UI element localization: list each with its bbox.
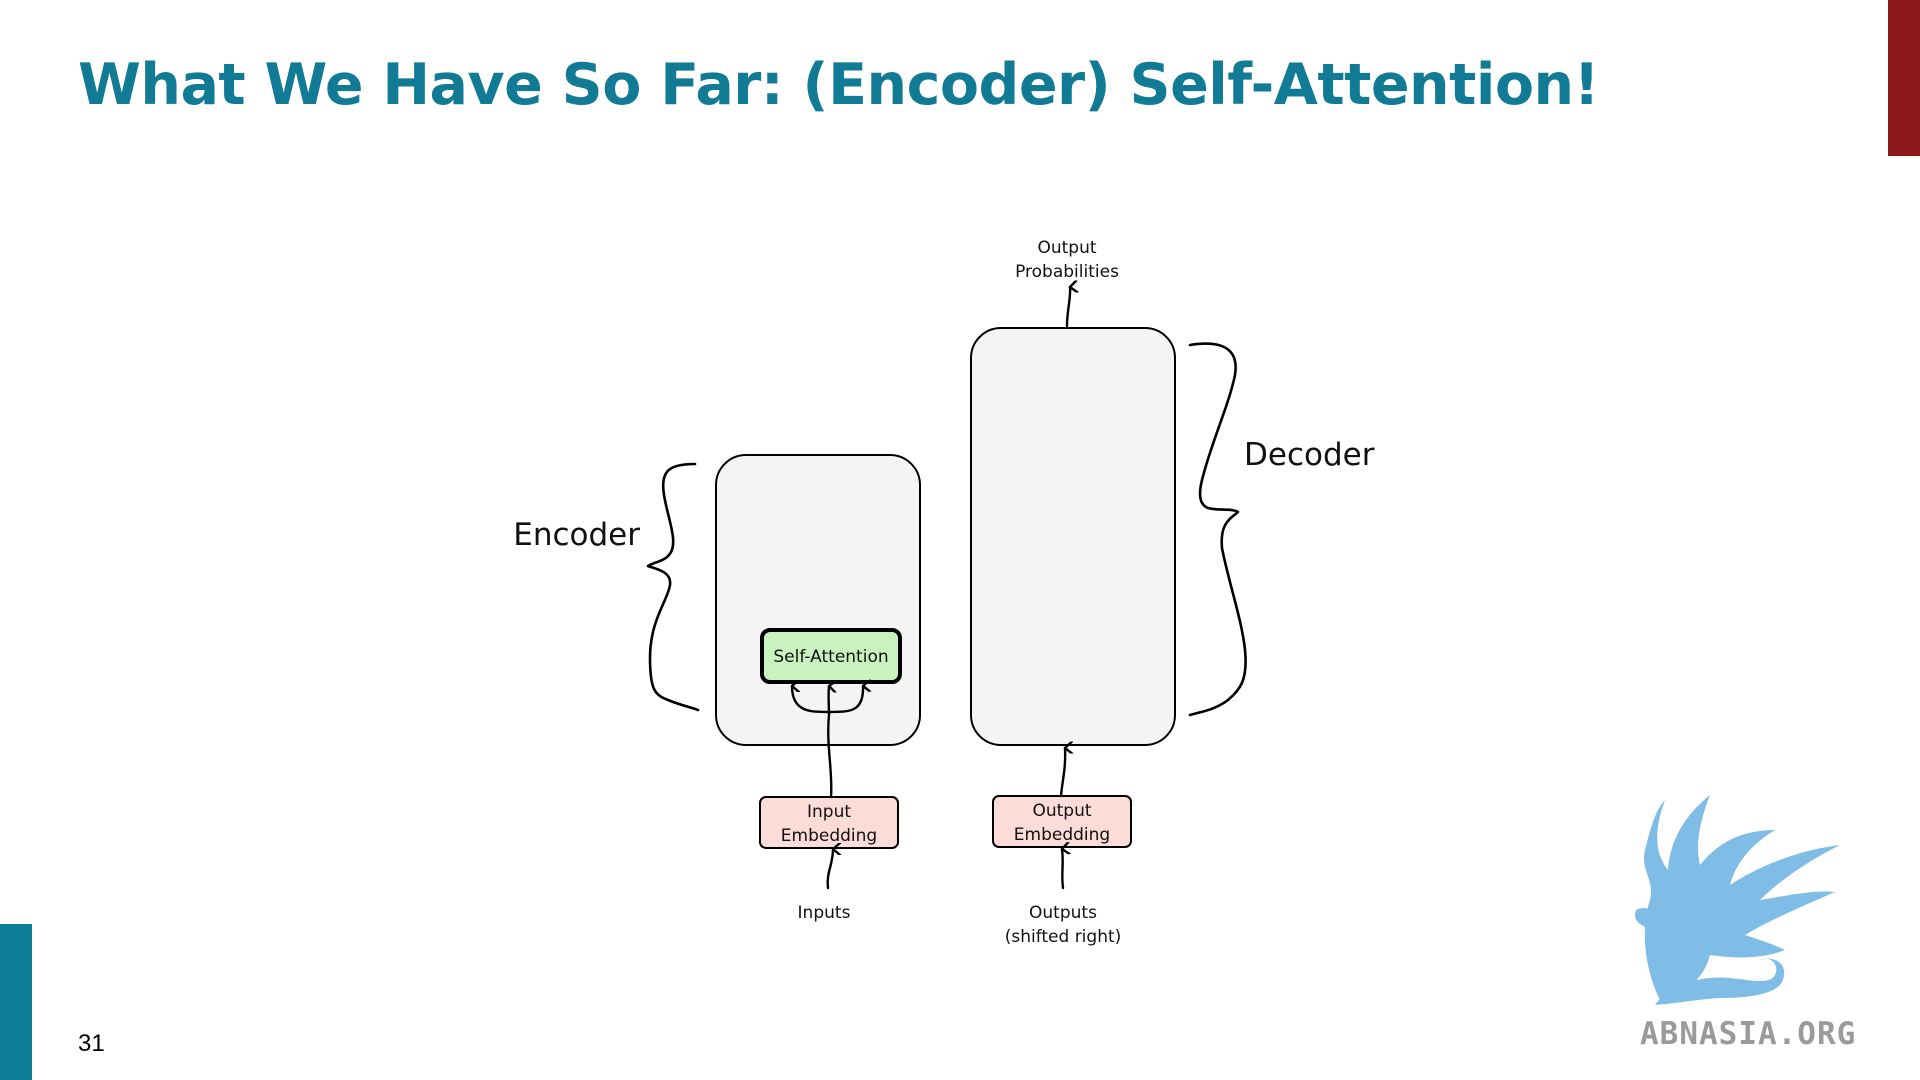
outputs-label-line1: Outputs — [1029, 903, 1097, 923]
input-embedding-line1: Input — [806, 802, 852, 822]
arrow-decoder-to-probabilities — [1067, 287, 1070, 326]
decoder-label: Decoder — [1244, 437, 1375, 473]
slide-title: What We Have So Far: (Encoder) Self-Attention! — [78, 52, 1600, 118]
decoder-brace — [1190, 344, 1246, 715]
arrow-inputs-to-embedding — [828, 849, 833, 888]
encoder-block — [716, 455, 920, 745]
input-embedding-line2: Embedding — [780, 826, 878, 846]
self-attention-label: Self-Attention — [773, 647, 889, 667]
self-attention-box — [762, 630, 900, 682]
input-embedding-box — [760, 797, 898, 848]
output-embedding-box — [993, 796, 1131, 847]
encoder-label: Encoder — [513, 517, 640, 553]
encoder-brace — [648, 464, 698, 710]
inputs-label: Inputs — [797, 903, 851, 923]
output-probabilities-line2: Probabilities — [1015, 262, 1119, 282]
decoder-block — [971, 328, 1175, 745]
outputs-label-line2: (shifted right) — [1004, 927, 1122, 947]
arrow-embedding-to-decoder — [1061, 748, 1065, 796]
logo-text: ABNASIA.ORG — [1640, 1016, 1857, 1052]
output-probabilities-line1: Output — [1037, 238, 1097, 258]
arrow-outputs-to-embedding — [1062, 849, 1063, 888]
logo-emblem — [1635, 795, 1840, 1005]
output-embedding-line2: Embedding — [1013, 825, 1111, 845]
slide-number: 31 — [78, 1030, 105, 1057]
output-embedding-line1: Output — [1032, 801, 1092, 821]
